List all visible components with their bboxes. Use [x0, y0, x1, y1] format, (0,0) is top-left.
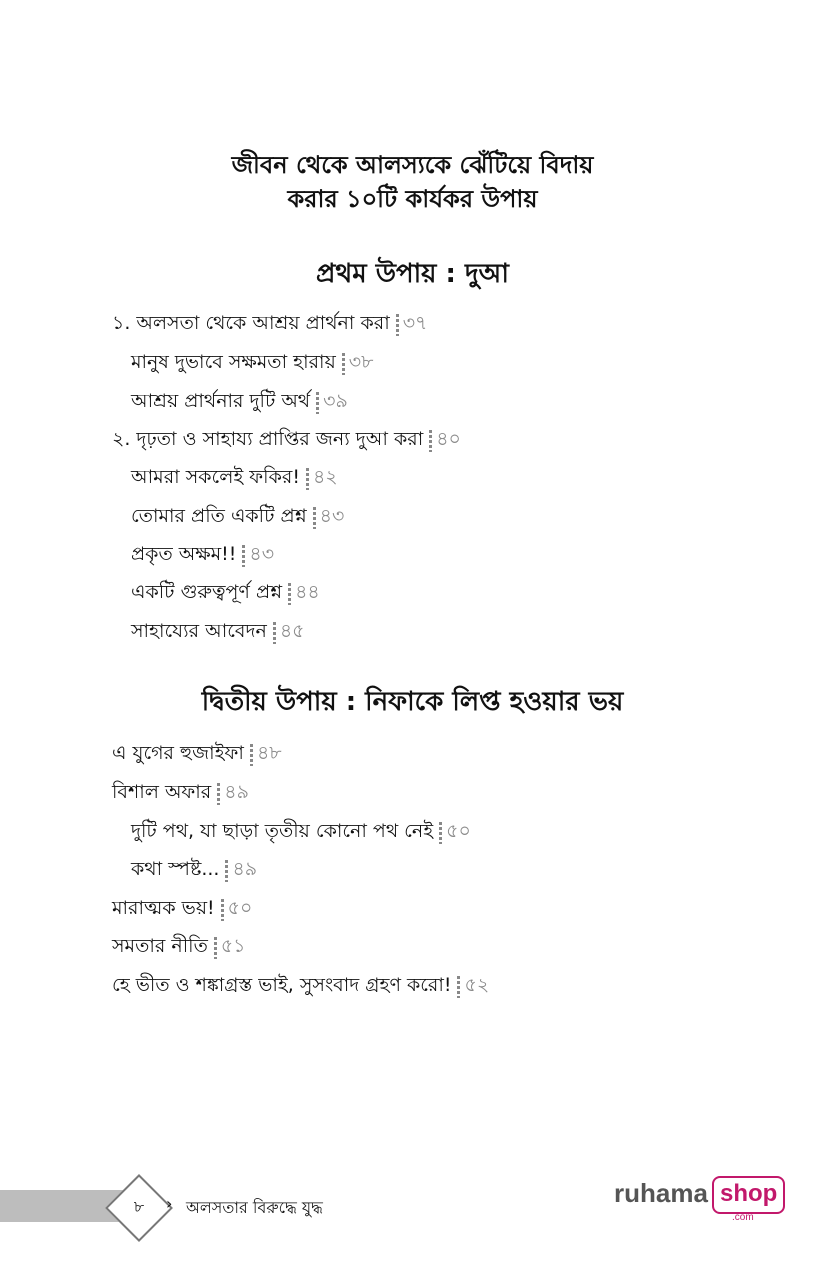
logo-text-ruhama: ruhama [614, 1178, 708, 1208]
logo-text-shop: shop [712, 1176, 785, 1214]
toc-item-text: একটি গুরুত্বপূর্ণ প্রশ্ন [131, 581, 283, 603]
toc-item-text: সাহায্যের আবেদন [131, 620, 267, 642]
toc-item-page: ৪৯ [224, 781, 249, 803]
toc-item-page: ৪৩ [249, 543, 275, 565]
toc-item-page: ৪৫ [279, 620, 305, 642]
toc-item [131, 540, 274, 572]
toc-item-text: প্রকৃত অক্ষম!! [131, 543, 237, 565]
separator-dots-icon [273, 622, 276, 644]
toc-item [131, 817, 471, 849]
page-title-line-1: জীবন থেকে আলস্যকে ঝেঁটিয়ে বিদায় [231, 151, 594, 179]
toc-item-page: ৪৮ [256, 742, 282, 764]
toc-item-page: ৫০ [227, 897, 253, 919]
ruhamashop-logo [614, 1176, 776, 1226]
separator-dots-icon [214, 937, 217, 959]
toc-item [131, 387, 348, 419]
separator-dots-icon [306, 468, 309, 490]
toc-item [131, 855, 257, 887]
separator-dots-icon [342, 353, 345, 375]
toc-item [131, 502, 344, 534]
separator-dots-icon [225, 860, 228, 882]
toc-item [112, 739, 282, 771]
toc-item [131, 617, 305, 649]
toc-item-page: ৪০ [436, 428, 461, 450]
separator-dots-icon [217, 783, 220, 805]
toc-item-text: ২. দৃঢ়তা ও সাহায্য প্রাপ্তির জন্য দুআ করা [112, 428, 424, 450]
toc-item [131, 348, 373, 380]
toc-item [112, 971, 489, 1003]
toc-item-page: ৩৭ [402, 312, 428, 334]
separator-dots-icon [439, 822, 442, 844]
separator-dots-icon [250, 744, 253, 766]
separator-dots-icon [242, 545, 245, 567]
toc-item [112, 778, 249, 810]
toc-item-text: তোমার প্রতি একটি প্রশ্ন [131, 505, 307, 527]
toc-item [112, 309, 427, 341]
separator-dots-icon [288, 583, 291, 605]
toc-item-text: আমরা সকলেই ফকির! [131, 466, 300, 488]
toc-item [112, 932, 246, 964]
toc-item-text: সমতার নীতি [112, 935, 208, 957]
separator-dots-icon [313, 507, 316, 529]
page-number: ৮ [133, 1197, 145, 1216]
toc-item-text: মানুষ দুভাবে সক্ষমতা হারায় [131, 351, 336, 373]
chevron-right-icon: › [166, 1194, 173, 1213]
separator-dots-icon [316, 392, 319, 414]
toc-item-page: ৪৪ [295, 581, 320, 603]
logo-text-com: .com [732, 1212, 754, 1223]
toc-item-text: দুটি পথ, যা ছাড়া তৃতীয় কোনো পথ নেই [131, 820, 434, 842]
toc-item-text: আশ্রয় প্রার্থনার দুটি অর্থ [131, 390, 311, 412]
toc-item-page: ৪৩ [319, 505, 345, 527]
toc-item [131, 578, 320, 610]
toc-item-page: ৩৯ [323, 390, 348, 412]
toc-item-page: ৫০ [446, 820, 471, 842]
toc-item-text: ১. অলসতা থেকে আশ্রয় প্রার্থনা করা [112, 312, 390, 334]
toc-item-page: ৪২ [312, 466, 338, 488]
toc-item [131, 463, 338, 495]
separator-dots-icon [221, 899, 224, 921]
toc-item-text: মারাত্মক ভয়! [112, 897, 215, 919]
section-2-heading: দ্বিতীয় উপায় : নিফাকে লিপ্ত হওয়ার ভয় [201, 687, 624, 717]
toc-item-page: ৫২ [464, 974, 490, 996]
toc-item-page: ৩৮ [348, 351, 374, 373]
section-1-heading: প্রথম উপায় : দুআ [316, 259, 509, 289]
toc-item [112, 425, 461, 457]
page-title-line-2: করার ১০টি কার্যকর উপায় [287, 185, 538, 213]
toc-item [112, 894, 252, 926]
toc-item-text: কথা স্পষ্ট... [131, 858, 220, 880]
toc-item-text: হে ভীত ও শঙ্কাগ্রস্ত ভাই, সুসংবাদ গ্রহণ করো! [112, 974, 452, 996]
running-book-title: অলসতার বিরুদ্ধে যুদ্ধ [186, 1198, 323, 1217]
toc-item-text: বিশাল অফার [112, 781, 212, 803]
toc-item-page: ৫১ [220, 935, 246, 957]
separator-dots-icon [429, 430, 432, 452]
toc-item-text: এ যুগের হুজাইফা [112, 742, 244, 764]
separator-dots-icon [457, 976, 460, 998]
separator-dots-icon [396, 314, 399, 336]
toc-item-page: ৪৯ [232, 858, 258, 880]
